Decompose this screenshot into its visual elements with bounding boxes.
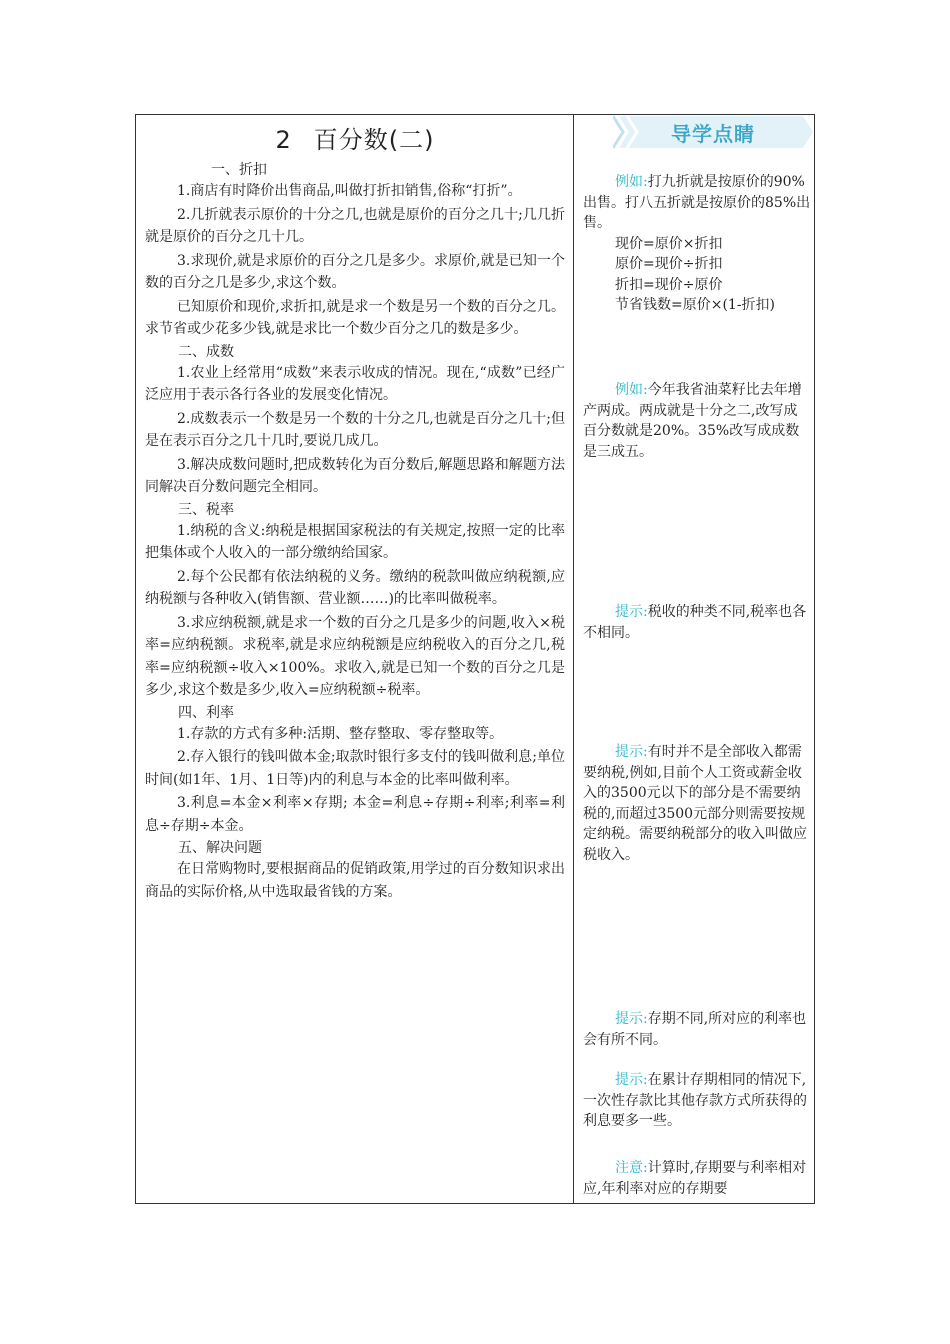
note-tag: 提示: [615, 604, 648, 620]
note-text: 有时并不是全部收入都需要纳税,例如,目前个人工资或薪金收入的3500元以下的部分是不需要纳税的,而超过3500元部分则需要按规定纳税。需要纳税部分的收入叫做应税收入。 [583, 744, 807, 863]
paragraph: 3.求应纳税额,就是求一个数的百分之几是多少的问题,收入×税率=应纳税额。求税率,就是求应纳税额是应纳税收入的百分之几,税率=应纳税额÷收入×100%。求收入,就是已知一个数的百分之几是多少,求这个数是多少,收入=应纳税额÷税率。 [145, 614, 565, 698]
title-text: 百分数(二) [313, 126, 435, 154]
note-tag: 提示: [615, 744, 648, 760]
note-tag: 注意: [615, 1160, 648, 1176]
note-tag: 例如: [615, 174, 648, 190]
note-text: 在累计存期相同的情况下,一次性存款比其他存款方式所获得的利息要多一些。 [583, 1072, 807, 1129]
paragraph: 2.每个公民都有依法纳税的义务。缴纳的税款叫做应纳税额,应纳税额与各种收入(销售额、营业额……)的比率叫做税率。 [145, 568, 565, 607]
note-tax-types [583, 602, 811, 643]
paragraph: 3.解决成数问题时,把成数转化为百分数后,解题思路和解题方法同解决百分数问题完全相同。 [145, 456, 565, 495]
section-heading: 五、解决问题 [178, 840, 262, 856]
note-term-rate [583, 1009, 811, 1050]
formula: 折扣=现价÷原价 [615, 276, 723, 293]
paragraph: 2.成数表示一个数是另一个数的十分之几,也就是百分之几十;但是在表示百分之几十几时,要说几成几。 [145, 410, 565, 449]
note-discount [583, 172, 811, 316]
note-cheng [583, 380, 811, 462]
note-attention [583, 1158, 811, 1199]
sidebar-banner [613, 114, 811, 152]
note-tag: 提示: [615, 1072, 648, 1088]
column-divider [573, 114, 574, 1204]
note-tax-income [583, 742, 811, 865]
note-tag: 提示: [615, 1011, 648, 1027]
paragraph: 1.农业上经常用“成数”来表示收成的情况。现在,“成数”已经广泛应用于表示各行各业的发展变化情况。 [145, 364, 565, 403]
paragraph: 1.商店有时降价出售商品,叫做打折扣销售,俗称“打折”。 [177, 183, 522, 199]
note-one-time-deposit [583, 1070, 811, 1132]
paragraph: 3.利息=本金×利率×存期; 本金=利息÷存期÷利率;利率=利息÷存期÷本金。 [145, 795, 565, 834]
note-text: 今年我省油菜籽比去年增产两成。两成就是十分之二,改写成百分数就是20%。35%改写成成数是三成五。 [583, 382, 802, 460]
main-column [145, 122, 565, 904]
paragraph: 2.几折就表示原价的十分之几,也就是原价的百分之几十;几几折就是原价的百分之几十几。 [145, 206, 565, 245]
title-number: 2 [275, 126, 292, 154]
sidebar-column [583, 114, 811, 1197]
paragraph: 2.存入银行的钱叫做本金;取款时银行多支付的钱叫做利息;单位时间(如1年、1月、1日等)内的利息与本金的比率叫做利率。 [145, 749, 565, 788]
note-text: 存期不同,所对应的利率也会有所不同。 [583, 1011, 807, 1048]
section-heading: 二、成数 [178, 343, 234, 360]
section-heading: 一、折扣 [211, 162, 267, 178]
banner-title: 导学点睛 [671, 122, 755, 146]
paragraph: 3.求现价,就是求原价的百分之几是多少。求原价,就是已知一个数的百分之几是多少,求这个数。 [145, 252, 565, 291]
note-text: 计算时,存期要与利率相对应,年利率对应的存期要 [583, 1160, 807, 1197]
paragraph: 1.存款的方式有多种:活期、整存整取、零存整取等。 [177, 725, 504, 742]
page-title [145, 122, 565, 158]
note-text: 打九折就是按原价的90%出售。打八五折就是按原价的85%出售。 [583, 174, 811, 231]
note-text: 税收的种类不同,税率也各不相同。 [583, 604, 807, 641]
section-heading: 四、利率 [178, 704, 234, 721]
paragraph: 在日常购物时,要根据商品的促销政策,用学过的百分数知识求出商品的实际价格,从中选取最省钱的方案。 [145, 861, 565, 900]
paragraph: 已知原价和现价,求折扣,就是求一个数是另一个数的百分之几。求节省或少花多少钱,就是求比一个数少百分之几的数是多少。 [145, 298, 565, 337]
paragraph: 1.纳税的含义:纳税是根据国家税法的有关规定,按照一定的比率把集体或个人收入的一部分缴纳给国家。 [145, 522, 565, 561]
formula: 节省钱数=原价×(1-折扣) [615, 297, 776, 313]
note-tag: 例如: [615, 382, 648, 398]
section-heading: 三、税率 [178, 501, 234, 518]
formula: 现价=原价×折扣 [615, 235, 723, 252]
formula: 原价=现价÷折扣 [615, 256, 723, 272]
